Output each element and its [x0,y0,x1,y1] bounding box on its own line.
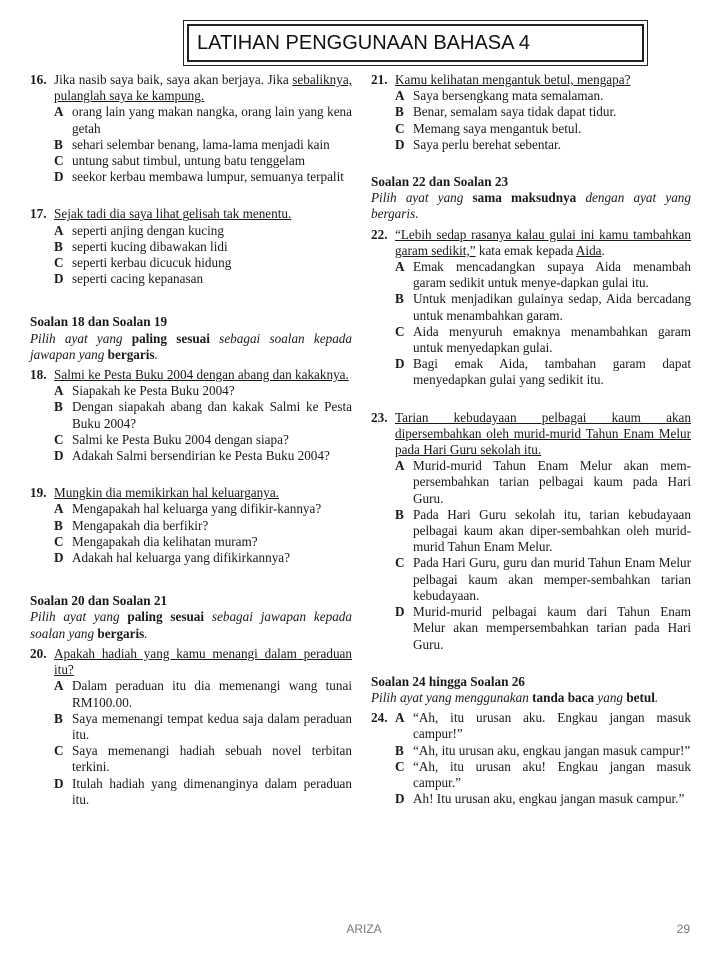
option-text: Mengapakah dia kelihatan muram? [72,533,258,549]
instr-text: . [654,689,659,705]
option-b[interactable] [395,291,691,323]
option-letter: C [395,120,405,136]
option-b[interactable] [395,507,691,556]
question-16 [30,72,352,185]
option-text: “Ah, itu urusan aku, engkau jangan masuk campur!” [413,742,691,758]
question-stem [54,367,352,383]
option-text: Saya memenangi tempat kedua saja dalam peraduan itu. [72,710,352,742]
option-text: Bagi emak Aida, tambahan garam dapat menyedapkan gulai yang sedikit itu. [413,356,691,388]
option-a[interactable] [395,710,691,742]
option-d[interactable] [395,137,691,153]
option-letter: A [395,458,405,474]
option-letter: A [395,259,405,275]
instr-text: sebagai jawapan kepada soalan yang [30,609,352,641]
stem-text: . [601,242,605,258]
option-letter: D [395,356,405,372]
option-letter: A [54,222,64,238]
option-text: Dengan siapakah abang dan kakak Salmi ke Pesta Buku 2004? [72,399,352,431]
option-b[interactable] [54,239,352,255]
option-letter: C [54,431,64,447]
section-title: Soalan 20 dan Soalan 21 [30,593,168,609]
option-text: Dalam peraduan itu dia memenangi wang tunai RM100.00. [72,678,352,710]
option-d[interactable] [395,604,691,653]
stem-underlined: “Lebih sedap rasanya kalau gulai ini kamu tambahkan garam sedikit,” [395,226,691,258]
question-stem [54,206,352,222]
instr-text: Pilih ayat yang [371,190,473,206]
option-text: Mengapakah hal keluarga yang difikir-kannya? [72,501,322,517]
option-text: Mengapakah dia berfikir? [72,517,209,533]
option-text: Pada Hari Guru sekolah itu, tarian kebudayaan pelbagai kaum akan diper-sembahkan oleh murid-murid Tahun Enam Melur. [413,506,691,555]
option-text: Itulah hadiah yang dimenanginya dalam peraduan itu. [72,775,352,807]
question-number: 16. [30,72,47,87]
option-a[interactable] [395,88,691,104]
question-number: 22. [371,226,388,242]
option-letter: B [54,517,63,533]
option-a[interactable] [54,678,352,710]
section-instruction [30,331,352,363]
question-18 [30,367,352,464]
option-c[interactable] [54,534,352,550]
option-d[interactable] [54,776,352,808]
option-letter: A [54,501,64,517]
option-a[interactable] [395,259,691,291]
option-c[interactable] [395,324,691,356]
stem-underlined: Apakah hadiah yang kamu menangi dalam peraduan itu? [54,645,352,678]
option-c[interactable] [54,153,352,169]
instr-text: . [144,625,148,641]
option-d[interactable] [54,550,352,566]
question-22 [371,227,691,389]
section-header-24-26 [371,674,691,706]
instr-text: Pilih ayat yang [30,609,128,625]
page-title: LATIHAN PENGGUNAAN BAHASA 4 [187,24,644,62]
instr-text: Pilih ayat yang menggunakan [371,689,533,705]
option-d[interactable] [54,271,352,287]
question-stem [54,485,352,501]
instr-bold: tanda baca [532,689,595,705]
option-letter: D [54,550,64,566]
option-d[interactable] [395,791,691,807]
option-text: Murid-murid Tahun Enam Melur akan mem-persembahkan tarian pelbagai kaum pada Hari Guru. [413,458,691,506]
option-text: “Ah, itu urusan aku. Engkau jangan masuk campur!” [413,710,691,742]
option-letter: C [54,255,64,271]
option-a[interactable] [54,501,352,517]
section-header-20-21 [30,593,352,642]
section-instruction [371,690,691,706]
page-number: 29 [676,922,690,936]
question-stem [54,646,352,678]
section-title: Soalan 24 hingga Soalan 26 [371,673,525,689]
section-header-18-19 [30,314,352,363]
option-letter: C [395,323,405,339]
option-b[interactable] [54,711,352,743]
stem-underlined: Aida [575,242,602,258]
instr-bold: sama maksudnya [472,190,577,206]
option-b[interactable] [54,518,352,534]
option-text: Saya perlu berehat sebentar. [413,136,561,152]
option-b[interactable] [395,743,691,759]
option-c[interactable] [54,432,352,448]
option-c[interactable] [54,743,352,775]
question-17 [30,206,352,287]
option-letter: A [395,88,405,104]
option-text: Aida menyuruh emaknya menambahkan garam untuk menyedapkan gulai. [413,323,691,356]
option-text: Memang saya mengantuk betul. [413,120,582,136]
left-column [30,72,352,811]
instr-bold: bergaris [97,625,145,641]
option-text: untung sabut timbul, untung batu tenggelam [72,153,305,169]
option-letter: D [395,136,405,152]
option-letter: D [54,169,64,185]
option-d[interactable] [54,169,352,185]
option-c[interactable] [54,255,352,271]
section-instruction [371,190,691,222]
option-letter: D [54,271,64,287]
section-title: Soalan 18 dan Soalan 19 [30,314,168,330]
option-text: seperti cacing kepanasan [72,271,204,287]
question-number: 20. [30,645,47,661]
question-number: 19. [30,485,47,501]
option-letter: A [54,104,64,120]
instr-text: yang [594,689,627,705]
option-letter: D [395,604,405,620]
option-text: sehari selembar benang, lama-lama menjadi kain [72,136,330,152]
option-text: Siapakah ke Pesta Buku 2004? [72,383,235,399]
question-21 [371,72,691,153]
option-letter: A [54,383,64,399]
option-a[interactable] [54,104,352,136]
option-letter: B [54,399,63,415]
stem-underlined: Tarian kebudayaan pelbagai kaum akan dipersembahkan oleh murid-murid Tahun Enam Melur pada Hari Guru sekolah itu. [395,409,691,458]
question-stem [395,410,691,459]
question-19 [30,485,352,566]
instr-text: dengan ayat yang bergaris. [371,190,691,222]
option-text: orang lain yang makan nangka, orang lain yang kena getah [72,104,352,136]
option-letter: D [395,791,405,807]
option-text: Untuk menjadikan gulainya sedap, Aida bercadang untuk menambahkan garam. [413,291,691,323]
option-text: Saya bersengkang mata semalaman. [413,88,604,104]
section-instruction [30,609,352,641]
option-text: Salmi ke Pesta Buku 2004 dengan siapa? [72,431,289,447]
instr-text: . [154,346,158,362]
section-header-22-23 [371,174,691,223]
option-a[interactable] [54,223,352,239]
option-text: seperti kerbau dicucuk hidung [72,255,232,271]
option-d[interactable] [395,356,691,388]
option-text: Ah! Itu urusan aku, engkau jangan masuk campur.” [413,791,685,807]
option-letter: B [395,742,404,758]
option-letter: C [54,743,64,759]
right-column [371,72,691,810]
instr-text: Pilih ayat yang [30,330,132,346]
footer-author: ARIZA [346,922,382,936]
question-23 [371,410,691,653]
option-c[interactable] [395,555,691,604]
option-d[interactable] [54,448,352,464]
option-letter: B [395,506,404,522]
option-text: Murid-murid pelbagai kaum dari Tahun Enam Melur akan mempersembahkan tarian pada Hari Guru. [413,604,691,652]
option-letter: C [395,758,405,774]
question-number: 24. [371,710,388,726]
option-letter: A [395,710,405,726]
stem-underlined: Sejak tadi dia saya lihat gelisah tak menentu. [54,206,292,222]
stem-text: kata emak kepada [475,242,576,258]
instr-bold: paling sesuai [131,330,210,346]
option-letter: B [395,291,404,307]
option-text: Adakah Salmi bersendirian ke Pesta Buku 2004? [72,448,330,464]
option-letter: D [54,448,64,464]
option-c[interactable] [395,759,691,791]
option-text: Benar, semalam saya tidak dapat tidur. [413,104,617,120]
option-text: seperti kucing dibawakan lidi [72,238,228,254]
stem-underlined: Kamu kelihatan mengantuk betul, mengapa? [395,72,631,87]
option-letter: A [54,678,64,694]
question-24 [371,710,691,807]
option-letter: B [54,136,63,152]
option-text: seperti anjing dengan kucing [72,222,224,238]
option-a[interactable] [395,458,691,507]
option-text: Pada Hari Guru, guru dan murid Tahun Enam Melur pelbagai kaum akan memper-sembahkan tarian kebudayaan. [413,555,691,603]
question-number: 17. [30,206,47,222]
option-b[interactable] [54,399,352,431]
question-20 [30,646,352,808]
option-letter: B [395,104,404,120]
question-number: 18. [30,367,47,383]
instr-bold: paling sesuai [127,609,205,625]
page-title-frame [183,20,648,66]
question-stem [395,72,691,88]
option-a[interactable] [54,383,352,399]
instr-bold: betul [626,689,655,705]
option-letter: B [54,238,63,254]
stem-underlined: sebaliknya, pulanglah saya ke kampung. [54,72,352,104]
instr-text: sebagai soalan kepada jawapan yang [30,330,352,362]
option-c[interactable] [395,121,691,137]
option-text: Adakah hal keluarga yang difikirkannya? [72,550,290,566]
section-title: Soalan 22 dan Soalan 23 [371,174,509,190]
question-stem [54,72,352,104]
option-letter: C [54,533,64,549]
stem-underlined: Salmi ke Pesta Buku 2004 dengan abang dan kakaknya. [54,367,349,383]
option-text: Saya memenangi hadiah sebuah novel terbitan terkini. [72,743,352,775]
option-letter: C [395,555,405,571]
question-number: 21. [371,72,388,87]
option-text: “Ah, itu urusan aku! Engkau jangan masuk campur.” [413,758,691,790]
option-text: Emak mencadangkan supaya Aida menambah garam sedikit untuk menye-dapkan gulai itu. [413,259,691,291]
instr-bold: bergaris [107,346,155,362]
stem-text: Jika nasib saya baik, saya akan berjaya. Jika [54,72,293,87]
option-letter: C [54,153,64,169]
stem-underlined: Mungkin dia memikirkan hal keluarganya. [54,485,279,501]
option-letter: B [54,710,63,726]
question-number: 23. [371,409,388,425]
option-letter: D [54,775,64,791]
option-text: seekor kerbau membawa lumpur, semuanya terpalit [72,169,344,185]
option-b[interactable] [395,104,691,120]
question-stem [395,227,691,259]
option-b[interactable] [54,137,352,153]
